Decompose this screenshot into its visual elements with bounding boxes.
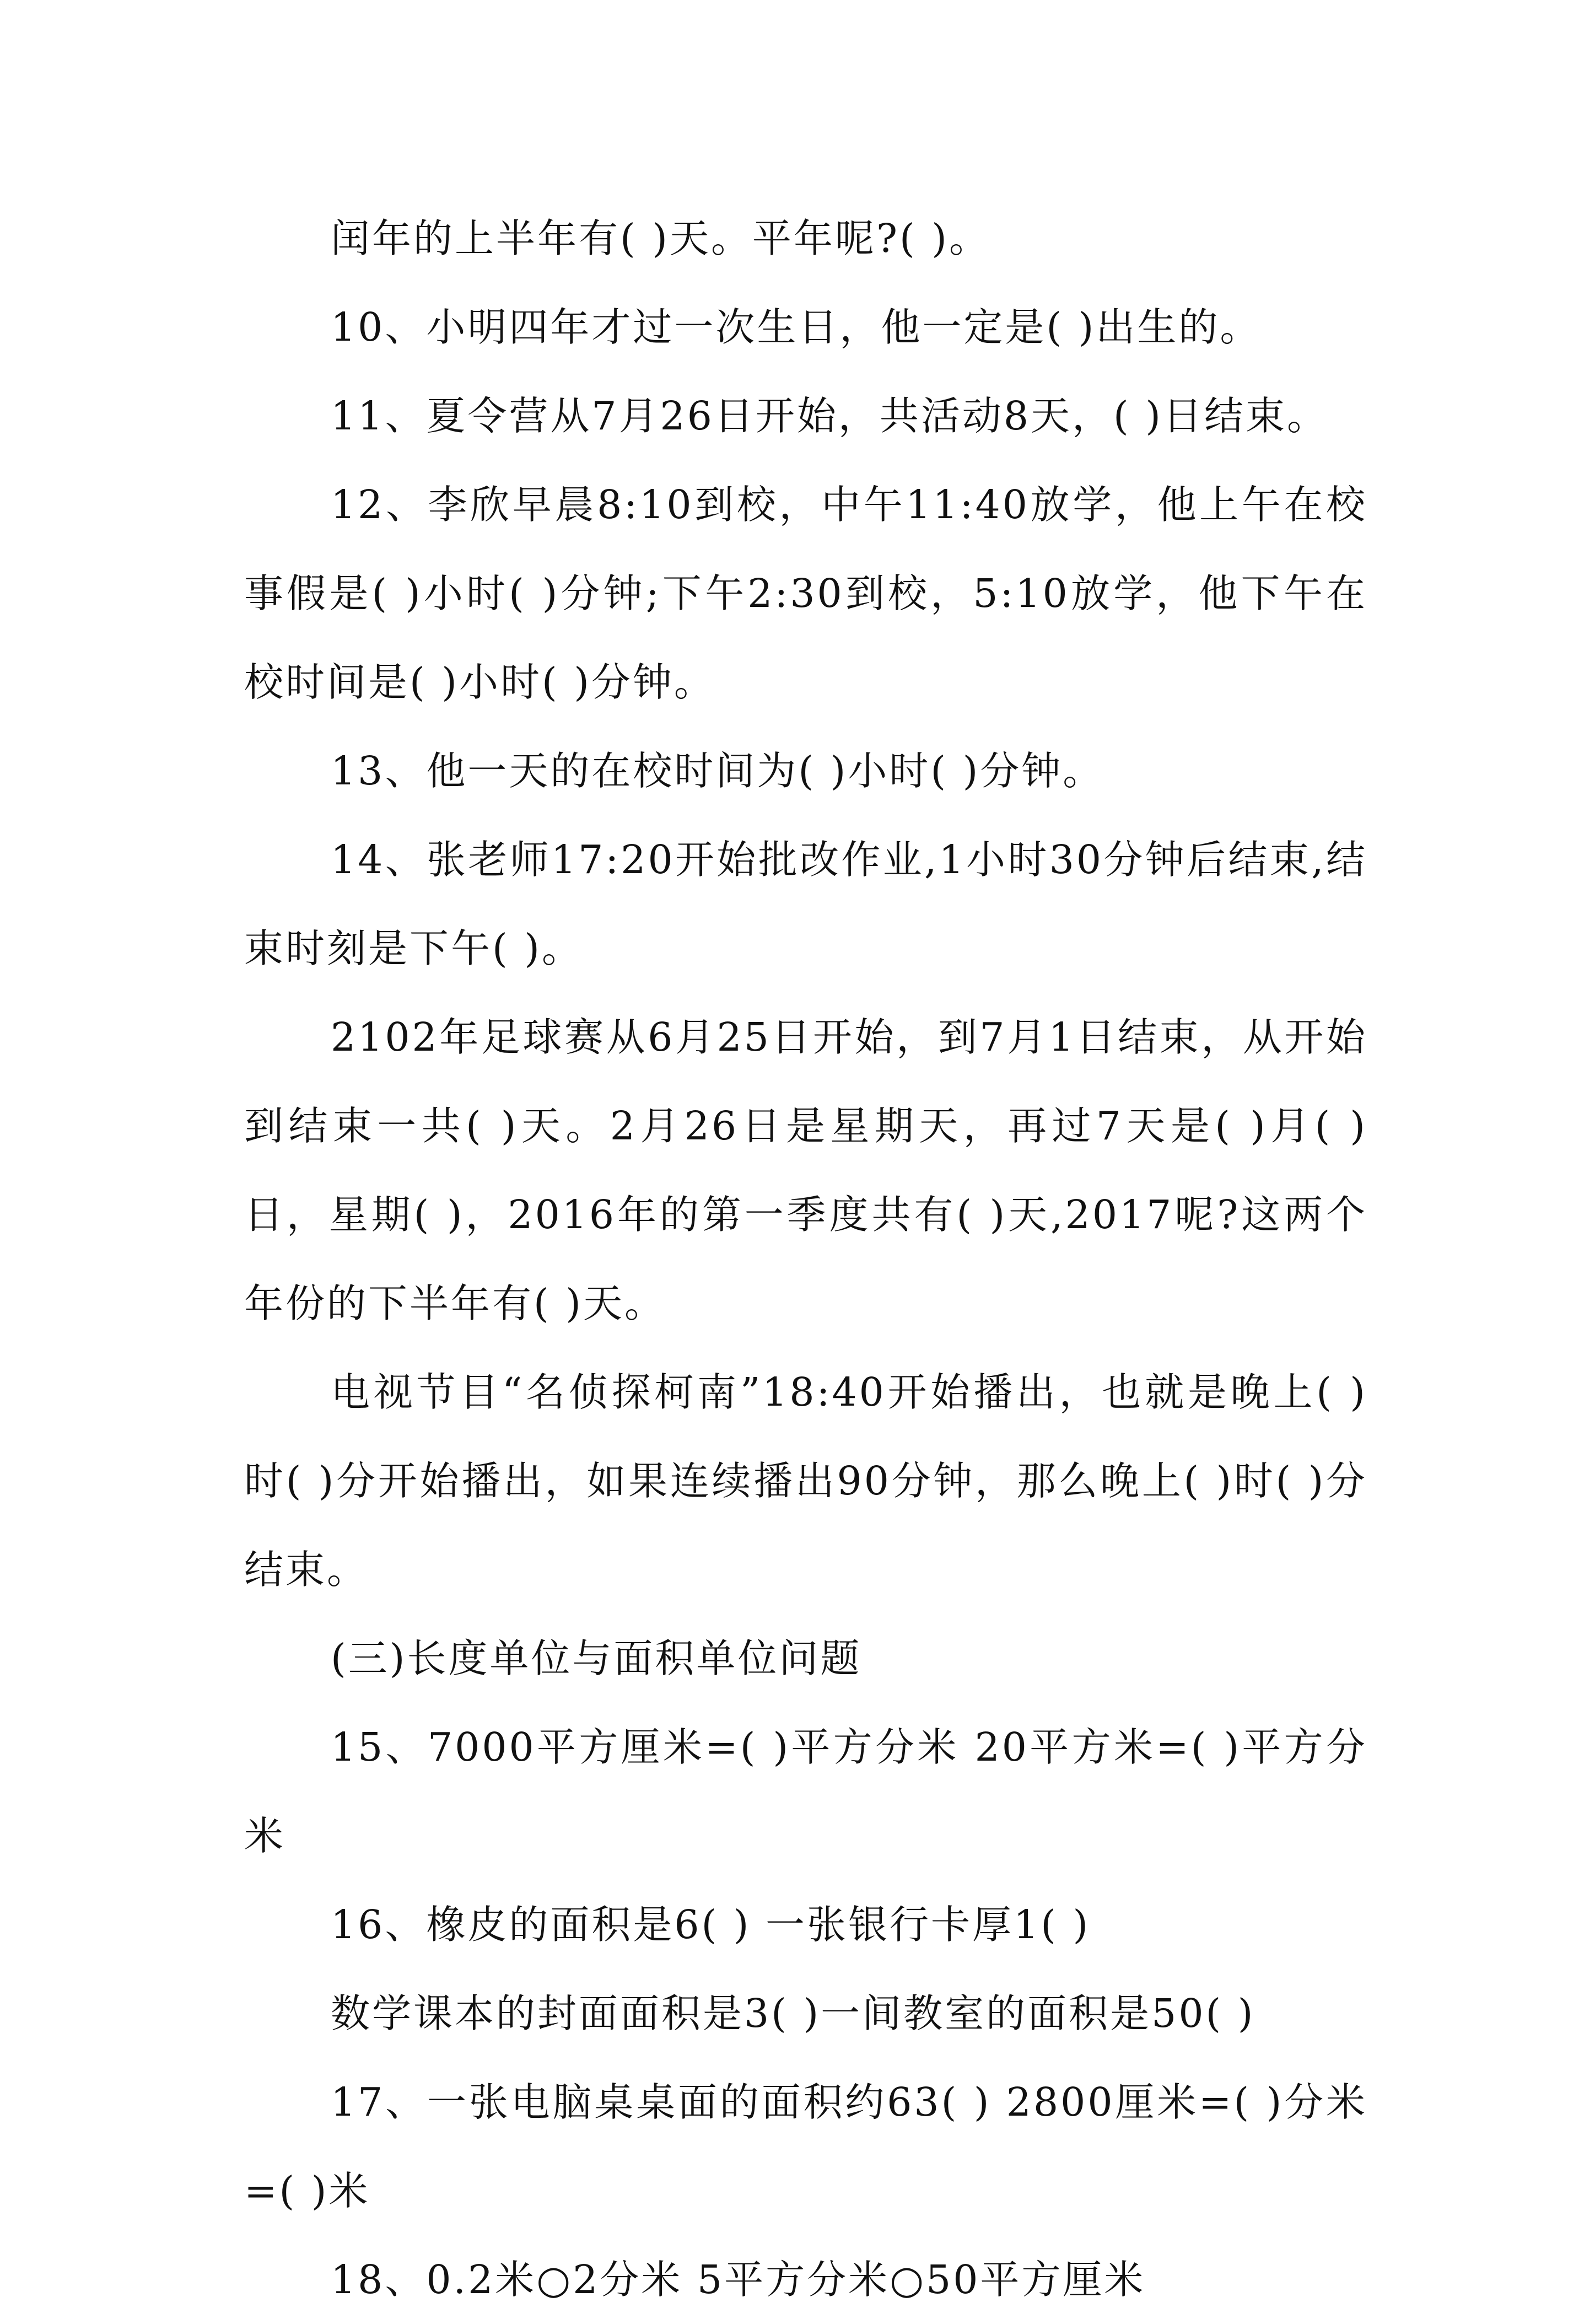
question-16-continued: 数学课本的封面面积是3( )一间教室的面积是50( ) — [331, 1991, 1255, 2036]
paragraph-leap-year: 闰年的上半年有( )天。平年呢?( )。 — [331, 216, 991, 261]
question-18: 18、0.2米○2分米 5平方分米○50平方厘米 — [331, 2257, 1146, 2303]
question-13: 13、他一天的在校时间为( )小时( )分钟。 — [331, 748, 1104, 794]
paragraph-tv-program: 电视节目“名侦探柯南”18:40开始播出，也就是晚上( )时( )分开始播出，如果连续播出90分钟，那么晚上( )时( )分结束。 — [244, 1369, 1367, 1593]
question-15: 15、7000平方厘米=( )平方分米 20平方米=( )平方分米 — [244, 1724, 1367, 1859]
paragraph-football-match: 2102年足球赛从6月25日开始，到7月1日结束，从开始到结束一共( )天。2月26日是星期天，再过7天是( )月( )日，星期( )，2016年的第一季度共有( )天,2017呢?这两个年份的下半年有( )天。 — [244, 1014, 1367, 1326]
question-16: 16、橡皮的面积是6( ) 一张银行卡厚1( ) — [331, 1902, 1091, 1948]
question-11: 11、夏令营从7月26日开始，共活动8天，( )日结束。 — [331, 393, 1329, 439]
question-10: 10、小明四年才过一次生日，他一定是( )出生的。 — [331, 304, 1262, 350]
document-body — [244, 194, 1367, 2324]
section-heading-units: (三)长度单位与面积单位问题 — [331, 1636, 862, 1681]
question-14: 14、张老师17:20开始批改作业,1小时30分钟后结束,结束时刻是下午( )。 — [244, 837, 1367, 971]
question-12: 12、李欣早晨8:10到校，中午11:40放学，他上午在校事假是( )小时( )分钟;下午2:30到校，5:10放学，他下午在校时间是( )小时( )分钟。 — [244, 482, 1367, 705]
question-17: 17、一张电脑桌桌面的面积约63( ) 2800厘米=( )分米=( )米 — [244, 2079, 1367, 2214]
